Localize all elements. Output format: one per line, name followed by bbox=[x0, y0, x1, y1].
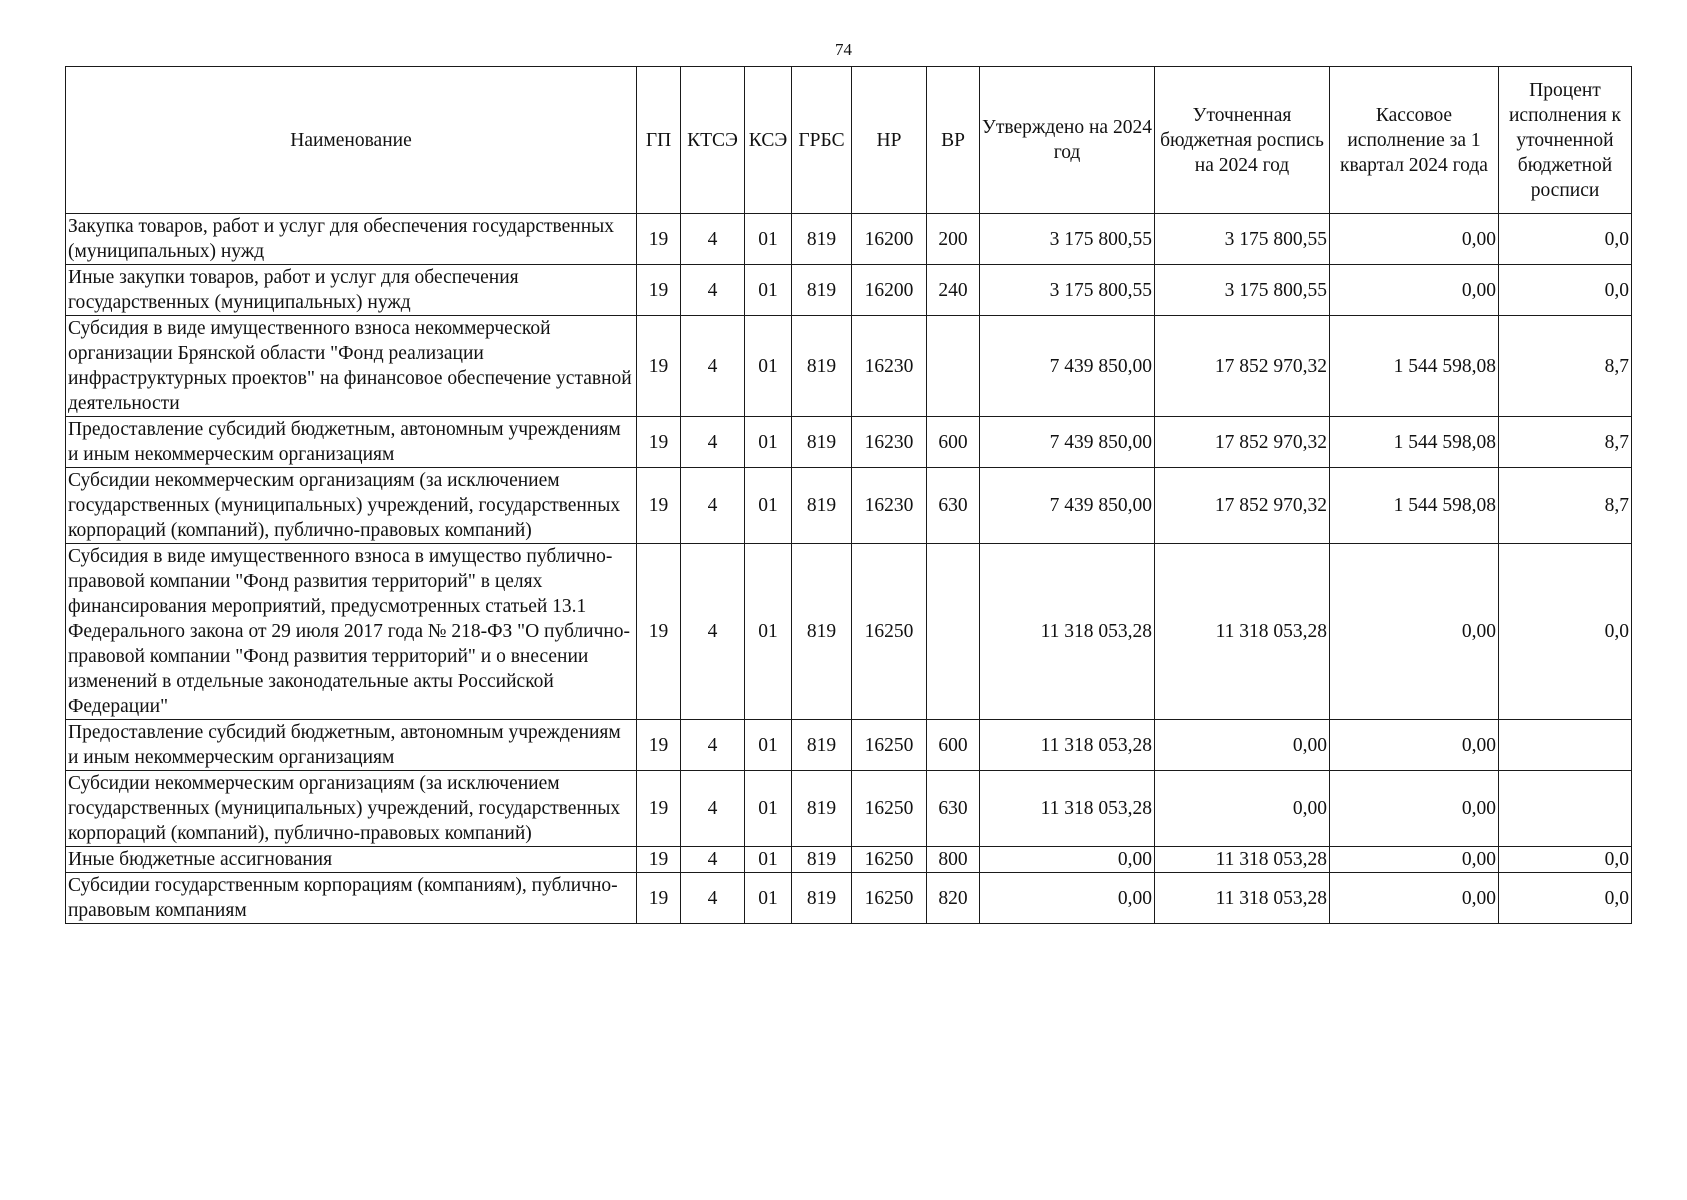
cell-refined: 3 175 800,55 bbox=[1155, 214, 1330, 265]
cell-ktse: 4 bbox=[681, 417, 745, 468]
cell-gp: 19 bbox=[637, 873, 681, 924]
cell-name: Субсидии некоммерческим организациям (за исключением государственных (муниципальных) учреждений, государственных корпораций (компаний), публично-правовых компаний) bbox=[66, 468, 637, 544]
cell-cash: 0,00 bbox=[1330, 265, 1499, 316]
table-row bbox=[66, 214, 1632, 265]
cell-refined: 11 318 053,28 bbox=[1155, 544, 1330, 720]
cell-gp: 19 bbox=[637, 214, 681, 265]
cell-cash: 0,00 bbox=[1330, 847, 1499, 873]
cell-gp: 19 bbox=[637, 265, 681, 316]
cell-vr bbox=[927, 544, 980, 720]
cell-cash: 1 544 598,08 bbox=[1330, 316, 1499, 417]
cell-cash: 0,00 bbox=[1330, 771, 1499, 847]
cell-grbs: 819 bbox=[792, 544, 852, 720]
cell-kse: 01 bbox=[745, 847, 792, 873]
cell-gp: 19 bbox=[637, 847, 681, 873]
cell-refined: 17 852 970,32 bbox=[1155, 468, 1330, 544]
cell-ktse: 4 bbox=[681, 265, 745, 316]
cell-approved: 11 318 053,28 bbox=[980, 544, 1155, 720]
cell-cash: 0,00 bbox=[1330, 214, 1499, 265]
cell-refined: 0,00 bbox=[1155, 720, 1330, 771]
cell-percent: 8,7 bbox=[1499, 468, 1632, 544]
cell-name: Иные закупки товаров, работ и услуг для обеспечения государственных (муниципальных) нужд bbox=[66, 265, 637, 316]
cell-name: Закупка товаров, работ и услуг для обеспечения государственных (муниципальных) нужд bbox=[66, 214, 637, 265]
header-grbs: ГРБС bbox=[792, 67, 852, 214]
cell-cash: 1 544 598,08 bbox=[1330, 417, 1499, 468]
cell-cash: 1 544 598,08 bbox=[1330, 468, 1499, 544]
cell-nr: 16200 bbox=[852, 214, 927, 265]
cell-grbs: 819 bbox=[792, 873, 852, 924]
table-row bbox=[66, 468, 1632, 544]
cell-ktse: 4 bbox=[681, 873, 745, 924]
cell-approved: 7 439 850,00 bbox=[980, 468, 1155, 544]
cell-percent: 0,0 bbox=[1499, 265, 1632, 316]
cell-refined: 11 318 053,28 bbox=[1155, 873, 1330, 924]
cell-kse: 01 bbox=[745, 468, 792, 544]
header-ktse: КТСЭ bbox=[681, 67, 745, 214]
cell-percent: 0,0 bbox=[1499, 544, 1632, 720]
cell-gp: 19 bbox=[637, 316, 681, 417]
header-refined: Уточненная бюджетная роспись на 2024 год bbox=[1155, 67, 1330, 214]
cell-refined: 17 852 970,32 bbox=[1155, 417, 1330, 468]
cell-refined: 0,00 bbox=[1155, 771, 1330, 847]
cell-kse: 01 bbox=[745, 873, 792, 924]
cell-ktse: 4 bbox=[681, 468, 745, 544]
cell-percent bbox=[1499, 720, 1632, 771]
cell-nr: 16230 bbox=[852, 316, 927, 417]
cell-name: Субсидия в виде имущественного взноса некоммерческой организации Брянской области "Фонд реализации инфраструктурных проектов" на финансовое обеспечение уставной деятельности bbox=[66, 316, 637, 417]
cell-percent bbox=[1499, 771, 1632, 847]
cell-nr: 16250 bbox=[852, 720, 927, 771]
cell-grbs: 819 bbox=[792, 214, 852, 265]
cell-grbs: 819 bbox=[792, 847, 852, 873]
cell-approved: 11 318 053,28 bbox=[980, 720, 1155, 771]
table-row bbox=[66, 771, 1632, 847]
cell-approved: 3 175 800,55 bbox=[980, 214, 1155, 265]
cell-vr: 200 bbox=[927, 214, 980, 265]
cell-approved: 3 175 800,55 bbox=[980, 265, 1155, 316]
cell-percent: 8,7 bbox=[1499, 417, 1632, 468]
cell-grbs: 819 bbox=[792, 316, 852, 417]
table-row bbox=[66, 265, 1632, 316]
table-row bbox=[66, 417, 1632, 468]
header-vr: ВР bbox=[927, 67, 980, 214]
cell-approved: 11 318 053,28 bbox=[980, 771, 1155, 847]
cell-refined: 3 175 800,55 bbox=[1155, 265, 1330, 316]
cell-vr: 820 bbox=[927, 873, 980, 924]
cell-name: Предоставление субсидий бюджетным, автономным учреждениям и иным некоммерческим организациям bbox=[66, 417, 637, 468]
cell-kse: 01 bbox=[745, 720, 792, 771]
cell-nr: 16250 bbox=[852, 771, 927, 847]
cell-percent: 8,7 bbox=[1499, 316, 1632, 417]
cell-vr: 630 bbox=[927, 468, 980, 544]
header-approved: Утверждено на 2024 год bbox=[980, 67, 1155, 214]
cell-nr: 16250 bbox=[852, 544, 927, 720]
cell-ktse: 4 bbox=[681, 720, 745, 771]
cell-grbs: 819 bbox=[792, 720, 852, 771]
page-number: 74 bbox=[835, 40, 852, 59]
cell-nr: 16230 bbox=[852, 468, 927, 544]
cell-gp: 19 bbox=[637, 544, 681, 720]
table-row bbox=[66, 544, 1632, 720]
table-row bbox=[66, 316, 1632, 417]
cell-name: Иные бюджетные ассигнования bbox=[66, 847, 637, 873]
header-cash: Кассовое исполнение за 1 квартал 2024 года bbox=[1330, 67, 1499, 214]
cell-vr: 600 bbox=[927, 417, 980, 468]
cell-refined: 17 852 970,32 bbox=[1155, 316, 1330, 417]
cell-refined: 11 318 053,28 bbox=[1155, 847, 1330, 873]
cell-ktse: 4 bbox=[681, 544, 745, 720]
header-kse: КСЭ bbox=[745, 67, 792, 214]
cell-gp: 19 bbox=[637, 771, 681, 847]
cell-gp: 19 bbox=[637, 468, 681, 544]
header-percent: Процент исполнения к уточненной бюджетной росписи bbox=[1499, 67, 1632, 214]
cell-kse: 01 bbox=[745, 265, 792, 316]
cell-nr: 16200 bbox=[852, 265, 927, 316]
cell-approved: 7 439 850,00 bbox=[980, 316, 1155, 417]
budget-table bbox=[65, 66, 1632, 924]
cell-percent: 0,0 bbox=[1499, 873, 1632, 924]
table-row bbox=[66, 873, 1632, 924]
cell-ktse: 4 bbox=[681, 771, 745, 847]
cell-ktse: 4 bbox=[681, 214, 745, 265]
cell-name: Субсидия в виде имущественного взноса в имущество публично-правовой компании "Фонд развития территорий" в целях финансирования мероприятий, предусмотренных статьей 13.1 Федерального закона от 29 июля 2017 года № 218-ФЗ "О публично-правовой компании "Фонд развития территорий" и о внесении изменений в отдельные законодательные акты Российской Федерации" bbox=[66, 544, 637, 720]
table-header-row bbox=[66, 67, 1632, 214]
header-nr: НР bbox=[852, 67, 927, 214]
cell-cash: 0,00 bbox=[1330, 720, 1499, 771]
cell-grbs: 819 bbox=[792, 771, 852, 847]
cell-vr: 240 bbox=[927, 265, 980, 316]
cell-gp: 19 bbox=[637, 417, 681, 468]
cell-kse: 01 bbox=[745, 771, 792, 847]
cell-nr: 16250 bbox=[852, 873, 927, 924]
cell-grbs: 819 bbox=[792, 468, 852, 544]
cell-grbs: 819 bbox=[792, 265, 852, 316]
cell-kse: 01 bbox=[745, 316, 792, 417]
cell-grbs: 819 bbox=[792, 417, 852, 468]
cell-vr: 800 bbox=[927, 847, 980, 873]
cell-vr: 630 bbox=[927, 771, 980, 847]
cell-cash: 0,00 bbox=[1330, 544, 1499, 720]
cell-cash: 0,00 bbox=[1330, 873, 1499, 924]
table-row bbox=[66, 847, 1632, 873]
header-name: Наименование bbox=[66, 67, 637, 214]
cell-nr: 16230 bbox=[852, 417, 927, 468]
cell-kse: 01 bbox=[745, 544, 792, 720]
cell-kse: 01 bbox=[745, 214, 792, 265]
cell-ktse: 4 bbox=[681, 316, 745, 417]
table-row bbox=[66, 720, 1632, 771]
cell-approved: 0,00 bbox=[980, 873, 1155, 924]
cell-vr: 600 bbox=[927, 720, 980, 771]
cell-ktse: 4 bbox=[681, 847, 745, 873]
cell-percent: 0,0 bbox=[1499, 847, 1632, 873]
cell-gp: 19 bbox=[637, 720, 681, 771]
cell-approved: 7 439 850,00 bbox=[980, 417, 1155, 468]
cell-nr: 16250 bbox=[852, 847, 927, 873]
cell-kse: 01 bbox=[745, 417, 792, 468]
cell-approved: 0,00 bbox=[980, 847, 1155, 873]
cell-name: Субсидии государственным корпорациям (компаниям), публично-правовым компаниям bbox=[66, 873, 637, 924]
header-gp: ГП bbox=[637, 67, 681, 214]
cell-percent: 0,0 bbox=[1499, 214, 1632, 265]
cell-name: Предоставление субсидий бюджетным, автономным учреждениям и иным некоммерческим организациям bbox=[66, 720, 637, 771]
cell-vr bbox=[927, 316, 980, 417]
cell-name: Субсидии некоммерческим организациям (за исключением государственных (муниципальных) учреждений, государственных корпораций (компаний), публично-правовых компаний) bbox=[66, 771, 637, 847]
